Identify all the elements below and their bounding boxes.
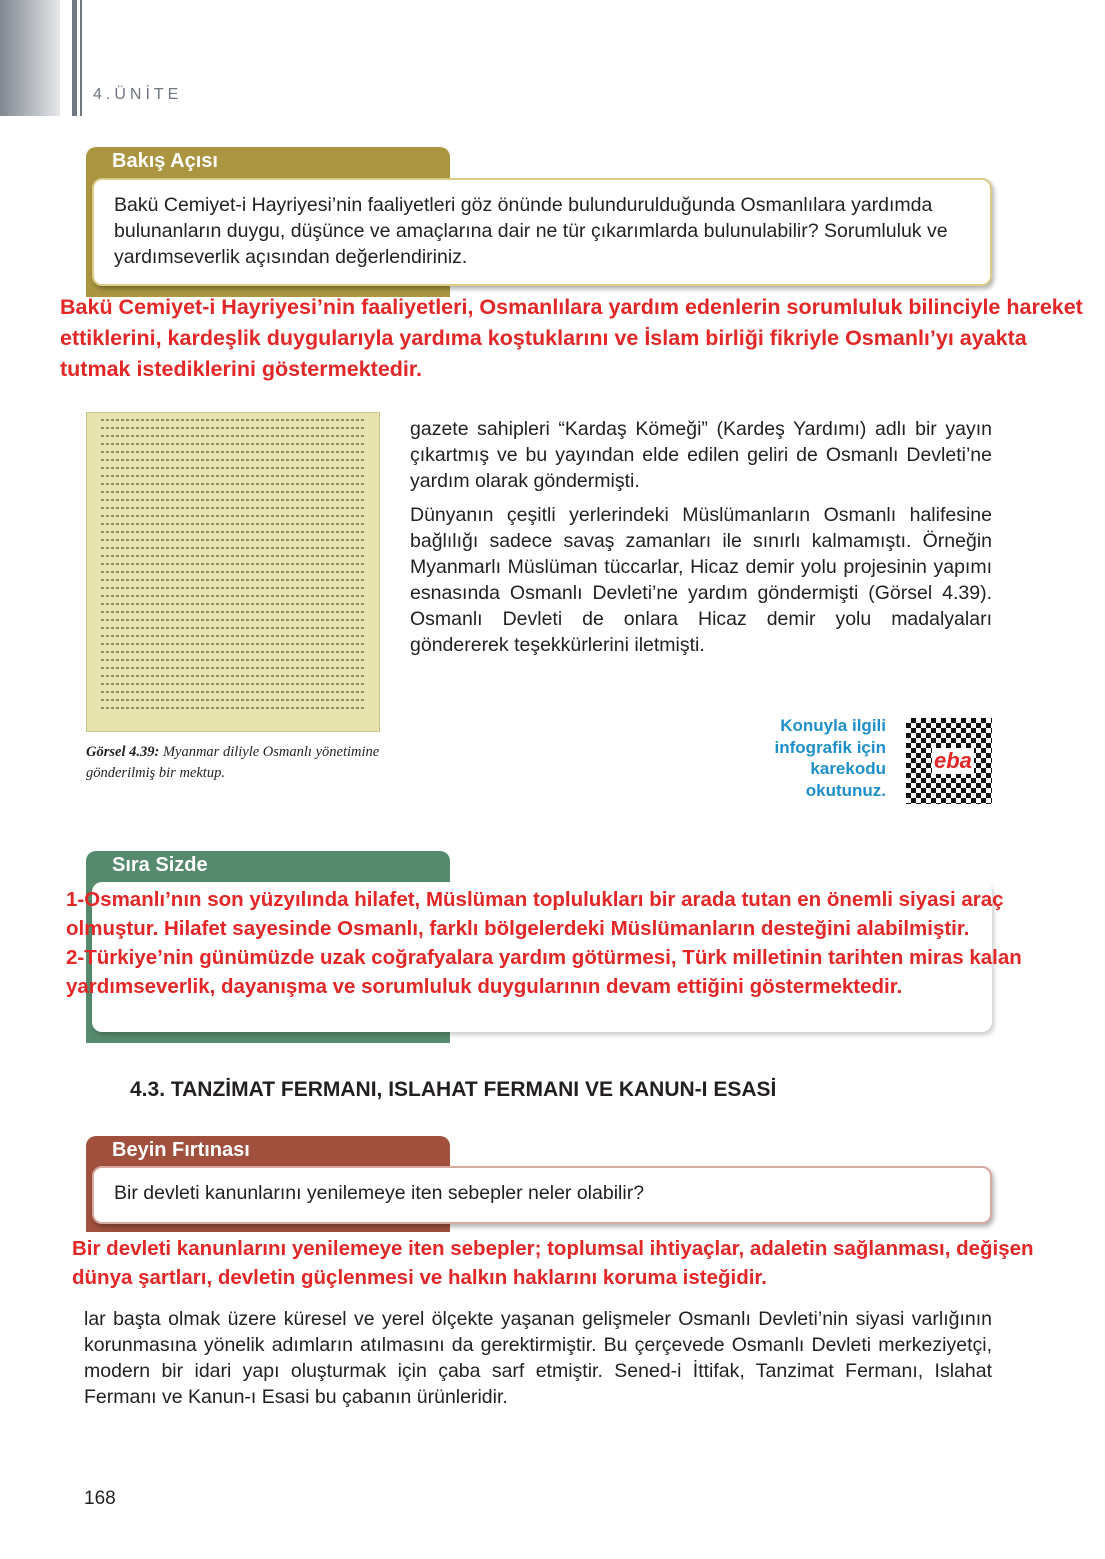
- eba-logo: eba: [934, 748, 972, 773]
- qr-instruction: Konuyla ilgili infografik için karekodu okutunuz.: [774, 716, 886, 800]
- beyin-firtinasi-question: Bir devleti kanunlarını yenilemeye iten sebepler neler olabilir?: [92, 1166, 992, 1224]
- beyin-firtinasi-title: Beyin Fırtınası: [112, 1139, 250, 1161]
- qr-code[interactable]: [906, 718, 992, 804]
- paragraph: Dünyanın çeşitli yerlerindeki Müslümanların Osmanlı halifesine bağlılığı sadece savaş zamanları ile sınırlı kalmamıştı. Örneğin Myanmarlı Müslüman tüccarlar, Hicaz demir yolu projesinin yapımı esnasında Osmanlı Devleti’ne yardım göndermişti (Görsel 4.39). Osmanlı Devleti de onlara Hicaz demir yolu madalyaları göndererek teşekkürlerini iletmişti.: [410, 504, 992, 656]
- figure-caption: [86, 742, 386, 784]
- header-rule-thin: [80, 0, 82, 116]
- page-number: 168: [84, 1488, 116, 1509]
- body-text-2: lar başta olmak üzere küresel ve yerel ölçekte yaşanan gelişmeler Osmanlı Devleti’nin siyasi varlığının korunmasına yönelik adımların atılmasını da gerektirmiştir. Bu çerçevede Osmanlı Devleti merkeziyetçi, modern bir idari yapı oluşturmak için çaba sarf etmiştir. Sened-i İttifak, Tanzimat Fermanı, Islahat Fermanı ve Kanun-ı Esasi bu çabanın ürünleridir.: [84, 1308, 992, 1408]
- sira-sizde-title: Sıra Sizde: [112, 854, 208, 876]
- paragraph: gazete sahipleri “Kardaş Kömeği” (Kardeş Yardımı) adlı bir yayın çıkartmış ve bu yayından elde edilen geliri de Osmanlı Devleti’ne yardım olarak göndermişti.: [410, 418, 992, 492]
- figure-caption-text: Myanmar diliyle Osmanlı yönetimine gönderilmiş bir mektup.: [86, 744, 380, 781]
- unit-label: 4.ÜNİTE: [93, 86, 183, 103]
- bakis-acisi-question: Bakü Cemiyet-i Hayriyesi’nin faaliyetleri göz önünde bulundurulduğunda Osmanlılara yardımda bulunanların duygu, düşünce ve amaçlarına dair ne tür çıkarımlarda bulunulabilir? Sorumluluk ve yardımseverlik açısından değerlendiriniz.: [92, 178, 992, 286]
- section-heading: 4.3. TANZİMAT FERMANI, ISLAHAT FERMANI VE KANUN-I ESASİ: [130, 1078, 777, 1101]
- sira-sizde-answer-1: 1-Osmanlı’nın son yüzyılında hilafet, Müslüman toplulukları bir arada tutan en önemli siyasi araç olmuştur. Hilafet sayesinde Osmanlı, farklı bölgelerdeki Müslümanların desteğini alabilmiştir.: [66, 888, 1004, 940]
- manuscript-image: [86, 412, 380, 732]
- bakis-acisi-answer: Bakü Cemiyet-i Hayriyesi’nin faaliyetleri, Osmanlılara yardım edenlerin sorumluluk bilinciyle hareket ettiklerini, kardeşlik duygularıyla yardıma koştuklarını ve İslam birliği fikriyle Osmanlı’yı ayakta tutmak istediklerini göstermektedir.: [60, 295, 1083, 381]
- bakis-acisi-title: Bakış Açısı: [112, 150, 218, 172]
- sira-sizde-answer-2: 2-Türkiye’nin günümüzde uzak coğrafyalara yardım götürmesi, Türk milletinin tarihten miras kalan yardımseverlik, dayanışma ve sorumluluk duygularının devam ettiğini göstermektedir.: [66, 946, 1022, 998]
- figure-label: Görsel 4.39:: [86, 744, 160, 760]
- header-gradient: [0, 0, 60, 116]
- header-rule: [72, 0, 77, 116]
- body-text-1: [410, 416, 992, 666]
- beyin-firtinasi-answer: Bir devleti kanunlarını yenilemeye iten sebepler; toplumsal ihtiyaçlar, adaletin sağlanması, değişen dünya şartları, devletin güçlenmesi ve halkın haklarını koruma isteğidir.: [72, 1237, 1034, 1289]
- sira-sizde-answers: [66, 885, 1096, 1001]
